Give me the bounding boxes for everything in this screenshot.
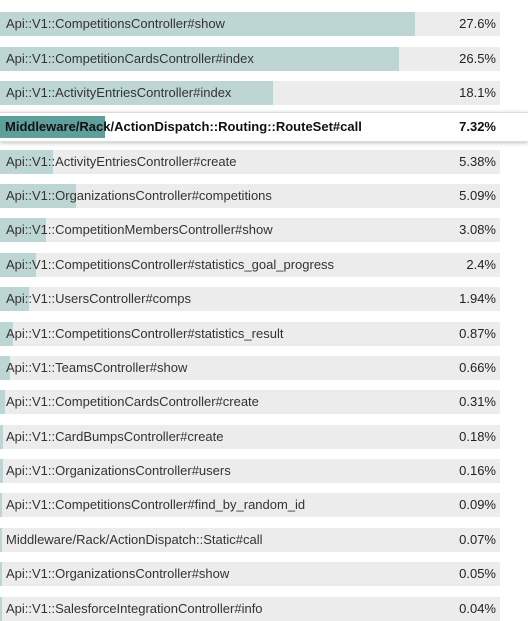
share-bar xyxy=(0,390,5,414)
transaction-name: Api::V1::UsersController#comps xyxy=(6,291,191,306)
transaction-name: Api::V1::TeamsController#show xyxy=(6,360,188,375)
transaction-percent: 0.09% xyxy=(459,497,496,512)
transaction-percent: 0.66% xyxy=(459,360,496,375)
transaction-name: Middleware/Rack/ActionDispatch::Static#call xyxy=(6,532,263,547)
transaction-name: Api::V1::CompetitionMembersController#show xyxy=(6,222,273,237)
transaction-name: Api::V1::CompetitionsController#statistics_result xyxy=(6,326,284,341)
transaction-percent: 5.38% xyxy=(459,154,496,169)
transaction-row[interactable] xyxy=(0,322,500,346)
transaction-name: Api::V1::OrganizationsController#show xyxy=(6,566,230,581)
transaction-row[interactable] xyxy=(0,528,500,552)
transaction-name: Api::V1::CompetitionCardsController#create xyxy=(6,394,259,409)
share-bar xyxy=(0,597,2,621)
transaction-percent: 0.05% xyxy=(459,566,496,581)
transaction-percent: 3.08% xyxy=(459,222,496,237)
transaction-percent: 18.1% xyxy=(459,85,496,100)
share-bar xyxy=(0,528,2,552)
transaction-row[interactable] xyxy=(0,459,500,483)
transaction-row[interactable] xyxy=(0,287,500,311)
transaction-row[interactable] xyxy=(0,597,500,621)
transaction-name: Api::V1::OrganizationsController#competitions xyxy=(6,188,272,203)
share-bar xyxy=(0,459,3,483)
transaction-name: Api::V1::CompetitionsController#find_by_random_id xyxy=(6,497,306,512)
transaction-row-selected[interactable] xyxy=(0,112,528,142)
transaction-row[interactable] xyxy=(0,253,500,277)
transaction-name: Api::V1::OrganizationsController#users xyxy=(6,463,231,478)
transaction-name: Api::V1::SalesforceIntegrationController#info xyxy=(6,601,263,616)
transaction-row[interactable] xyxy=(0,425,500,449)
transaction-percent: 0.04% xyxy=(459,601,496,616)
transaction-name: Api::V1::CompetitionsController#show xyxy=(6,16,225,31)
transaction-percent: 0.07% xyxy=(459,532,496,547)
transaction-row[interactable] xyxy=(0,81,500,105)
transaction-percent: 0.18% xyxy=(459,429,496,444)
transaction-percent: 1.94% xyxy=(459,291,496,306)
transaction-name: Api::V1::CompetitionCardsController#index xyxy=(6,51,254,66)
transaction-name: Middleware/Rack/ActionDispatch::Routing::RouteSet#call xyxy=(5,119,362,134)
transaction-percent: 27.6% xyxy=(459,16,496,31)
transaction-percent: 2.4% xyxy=(466,257,496,272)
transaction-row[interactable] xyxy=(0,47,500,71)
transaction-row[interactable] xyxy=(0,218,500,242)
transaction-percent: 0.87% xyxy=(459,326,496,341)
transaction-row[interactable] xyxy=(0,562,500,586)
transaction-row[interactable] xyxy=(0,390,500,414)
transaction-row[interactable] xyxy=(0,12,500,36)
transaction-row[interactable] xyxy=(0,184,500,208)
transaction-row[interactable] xyxy=(0,493,500,517)
transaction-row[interactable] xyxy=(0,150,500,174)
transaction-percent: 5.09% xyxy=(459,188,496,203)
transaction-percent: 7.32% xyxy=(459,119,496,134)
transaction-name: Api::V1::CardBumpsController#create xyxy=(6,429,224,444)
transaction-percent: 26.5% xyxy=(459,51,496,66)
transaction-percent: 0.31% xyxy=(459,394,496,409)
transaction-name: Api::V1::ActivityEntriesController#create xyxy=(6,154,237,169)
transaction-percent: 0.16% xyxy=(459,463,496,478)
transaction-name: Api::V1::CompetitionsController#statistics_goal_progress xyxy=(6,257,335,272)
share-bar xyxy=(0,493,2,517)
transaction-row[interactable] xyxy=(0,356,500,380)
transaction-name: Api::V1::ActivityEntriesController#index xyxy=(6,85,232,100)
share-bar xyxy=(0,425,3,449)
share-bar xyxy=(0,562,2,586)
